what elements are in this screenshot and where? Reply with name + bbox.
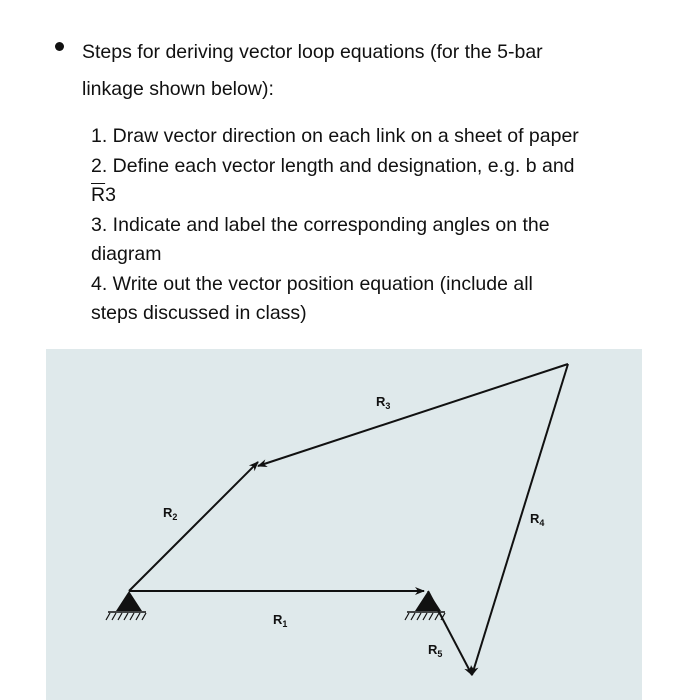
step-2-line-1: 2. Define each vector length and designation, e.g. b and [91, 154, 575, 177]
step-list [91, 122, 661, 329]
label-r5: R5 [428, 642, 443, 659]
label-r4: R4 [530, 511, 545, 528]
linkage-diagram [46, 349, 642, 700]
link-r4 [472, 364, 568, 675]
bullet-text [82, 34, 642, 108]
link-r2 [129, 462, 258, 591]
label-r1: R1 [273, 612, 288, 629]
step-2-line-2 [91, 181, 661, 211]
bullet-line-1: Steps for deriving vector loop equations (for the 5-bar [82, 41, 543, 63]
ground-pivot-left [106, 591, 146, 620]
label-r3: R3 [376, 394, 391, 411]
step-3-line-2: diagram [91, 243, 162, 265]
bullet-line-2: linkage shown below): [82, 78, 274, 100]
bullet-dot [55, 42, 64, 51]
vector-r-number: 3 [105, 184, 116, 206]
step-1: 1. Draw vector direction on each link on a sheet of paper [91, 125, 579, 147]
link-r3 [258, 364, 568, 466]
vector-r-letter: $\overline{R}$ [91, 184, 106, 206]
label-r2: R2 [163, 505, 178, 522]
linkage-figure [46, 349, 642, 700]
step-4-line-1: 4. Write out the vector position equation (include all [91, 272, 533, 295]
step-3-line-1: 3. Indicate and label the corresponding angles on the [91, 213, 550, 236]
ground-pivot-right [405, 591, 445, 620]
step-4-line-2: steps discussed in class) [91, 302, 307, 324]
